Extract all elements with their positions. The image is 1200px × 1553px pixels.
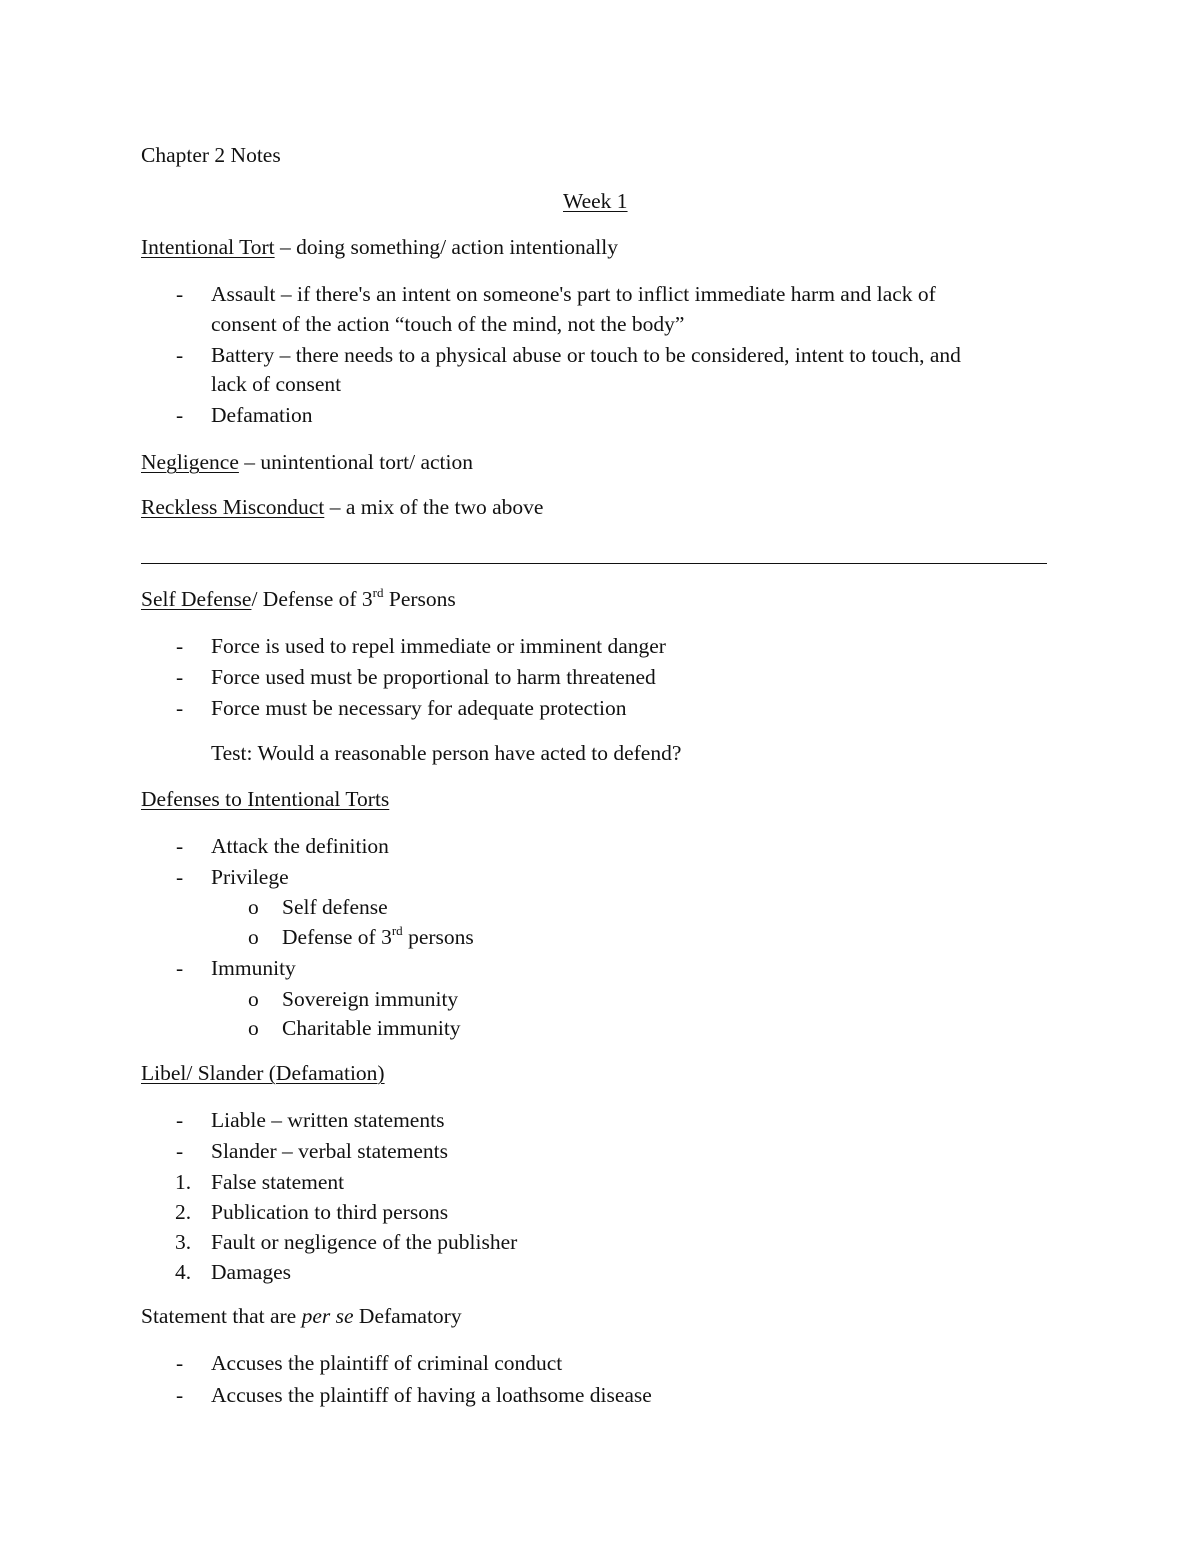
negligence-desc: – unintentional tort/ action [238, 450, 473, 474]
intentional-tort-line [141, 234, 618, 260]
numbered-item-fault: Fault or negligence of the publisher [211, 1230, 518, 1254]
list-item-attack: Attack the definition [211, 834, 389, 858]
list-item-immunity: Immunity [211, 956, 296, 980]
numbered-item-false-statement: False statement [211, 1170, 345, 1194]
list-number: 3. [175, 1230, 192, 1254]
negligence-line [141, 449, 473, 475]
week-heading: Week 1 [563, 189, 628, 213]
sub-item-sovereign: Sovereign immunity [282, 987, 459, 1011]
list-item-battery-cont: lack of consent [211, 372, 342, 396]
bullet-dash: - [176, 1139, 184, 1163]
self-defense-desc-pre: / Defense of 3 [251, 587, 373, 611]
bullet-dash: - [176, 956, 184, 980]
sub-item-defense-3rd-pre: Defense of 3 [282, 925, 392, 949]
per-se-italic: per se [301, 1304, 354, 1328]
bullet-dash: - [176, 403, 184, 427]
reckless-term: Reckless Misconduct [141, 495, 325, 519]
sub-item-charitable: Charitable immunity [282, 1016, 461, 1040]
sub-bullet-o: o [248, 987, 259, 1011]
negligence-term: Negligence [141, 450, 239, 474]
libel-heading: Libel/ Slander (Defamation) [141, 1061, 385, 1085]
list-item-disease: Accuses the plaintiff of having a loathsome disease [211, 1383, 652, 1407]
list-item-battery: Battery – there needs to a physical abuse or touch to be considered, intent to touch, and [211, 343, 961, 367]
self-defense-desc-post: Persons [383, 587, 456, 611]
sub-item-defense-3rd [282, 924, 474, 950]
bullet-dash: - [176, 696, 184, 720]
reckless-desc: – a mix of the two above [324, 495, 544, 519]
list-number: 2. [175, 1200, 192, 1224]
per-se-heading [141, 1303, 462, 1329]
list-number: 1. [175, 1170, 192, 1194]
bullet-dash: - [176, 1383, 184, 1407]
reckless-line [141, 494, 543, 520]
bullet-dash: - [176, 865, 184, 889]
sub-item-defense-3rd-post: persons [402, 925, 474, 949]
bullet-dash: - [176, 834, 184, 858]
list-item-liable: Liable – written statements [211, 1108, 445, 1132]
list-item-criminal: Accuses the plaintiff of criminal conduct [211, 1351, 563, 1375]
list-item-force-2: Force used must be proportional to harm threatened [211, 665, 656, 689]
list-item-privilege: Privilege [211, 865, 289, 889]
list-item-slander: Slander – verbal statements [211, 1139, 449, 1163]
self-defense-term: Self Defense [141, 587, 252, 611]
list-item-defamation: Defamation [211, 403, 313, 427]
numbered-item-damages: Damages [211, 1260, 291, 1284]
sub-bullet-o: o [248, 895, 259, 919]
bullet-dash: - [176, 1108, 184, 1132]
bullet-dash: - [176, 282, 184, 306]
per-se-pre: Statement that are [141, 1304, 302, 1328]
list-item-force-3: Force must be necessary for adequate protection [211, 696, 627, 720]
list-item-force-1: Force is used to repel immediate or imminent danger [211, 634, 666, 658]
per-se-post: Defamatory [353, 1304, 462, 1328]
numbered-item-publication: Publication to third persons [211, 1200, 449, 1224]
intentional-tort-term: Intentional Tort [141, 235, 275, 259]
intentional-tort-desc: – doing something/ action intentionally [274, 235, 619, 259]
self-defense-line [141, 586, 456, 612]
sub-bullet-o: o [248, 1016, 259, 1040]
sub-bullet-o: o [248, 925, 259, 949]
sub-item-self-defense: Self defense [282, 895, 388, 919]
bullet-dash: - [176, 634, 184, 658]
list-item-assault-cont: consent of the action “touch of the mind, not the body” [211, 312, 685, 336]
doc-title: Chapter 2 Notes [141, 143, 281, 167]
sub-item-defense-3rd-sup: rd [391, 922, 403, 938]
defenses-heading: Defenses to Intentional Torts [141, 787, 390, 811]
bullet-dash: - [176, 665, 184, 689]
self-defense-sup: rd [372, 584, 384, 600]
bullet-dash: - [176, 1351, 184, 1375]
self-defense-test: Test: Would a reasonable person have acted to defend? [211, 741, 682, 765]
list-number: 4. [175, 1260, 192, 1284]
bullet-dash: - [176, 343, 184, 367]
list-item-assault: Assault – if there's an intent on someone's part to inflict immediate harm and lack of [211, 282, 936, 306]
horizontal-divider [141, 563, 1047, 564]
